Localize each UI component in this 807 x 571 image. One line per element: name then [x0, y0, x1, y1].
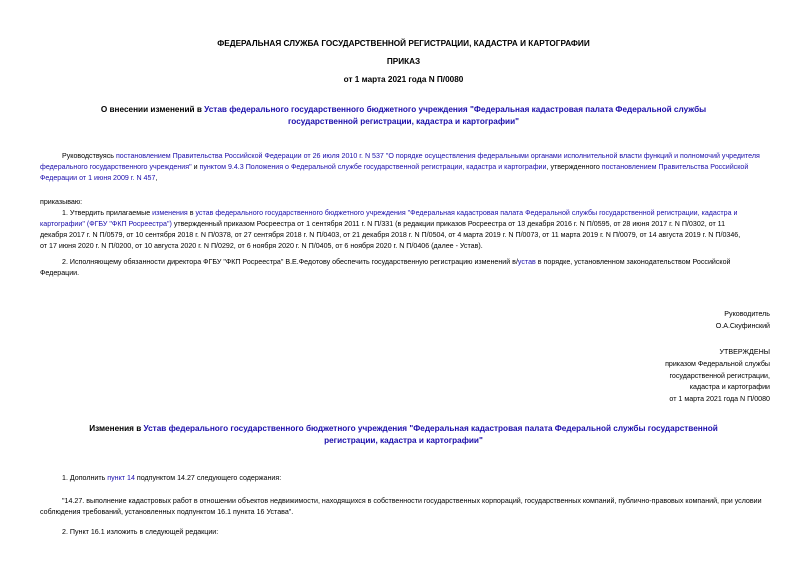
item1-line2: [40, 219, 725, 231]
charter-link-cont[interactable]: государственной регистрации, кадастра и картографии": [287, 116, 520, 126]
doc-date-number: от 1 марта 2021 года N П/0080: [343, 74, 464, 84]
item1-text: в: [187, 209, 196, 217]
decree-457-link[interactable]: постановлением Правительства Российской: [601, 163, 749, 171]
quote1-line1: "14.27. выполнение кадастровых работ в отношении объектов недвижимости, находящихся в собственности государственных корпораций, государственных компаний, публично-правовых компаний, при условии: [62, 497, 762, 505]
changes-charter-link-cont[interactable]: регистрации, кадастра и картографии": [324, 435, 483, 445]
doc-title-prefix: О внесении изменений в: [100, 104, 205, 114]
preamble-text: ,: [155, 174, 158, 182]
preamble-line3: [40, 173, 157, 185]
item2-text: 2. Исполняющему обязанности директора ФГБУ "ФКП Росреестра" В.Е.Федотову обеспечить государственную регистрацию изменений в/: [62, 258, 518, 266]
changes-title-line2: [18, 434, 789, 446]
approval-block: [665, 347, 770, 406]
changes-title-prefix: Изменения в: [89, 423, 144, 433]
decree-457-link-cont[interactable]: Федерации от 1 июня 2009 г. N 457: [40, 174, 156, 182]
approval-line2: приказом Федеральной службы: [665, 359, 770, 368]
change1-text: подпунктом 14.27 следующего содержания:: [134, 474, 282, 482]
signature-block: [716, 309, 770, 333]
agency-heading: ФЕДЕРАЛЬНАЯ СЛУЖБА ГОСУДАРСТВЕННОЙ РЕГИСТРАЦИИ, КАДАСТРА И КАРТОГРАФИИ: [217, 38, 590, 48]
preamble-text: Руководствуясь: [62, 152, 116, 160]
approval-line3: государственной регистрации,: [669, 371, 770, 380]
charter-fkp-link[interactable]: устав федерального государственного бюджетного учреждения "Федеральная кадастровая палата Федеральной службы государственной регистрации, кадастра и: [195, 209, 738, 217]
item1-text: 1. Утвердить прилагаемые: [62, 209, 153, 217]
signer-name: О.А.Скуфинский: [715, 321, 770, 330]
signer-role: Руководитель: [724, 310, 770, 318]
preamble-line1: [62, 151, 760, 163]
approval-line5: от 1 марта 2021 года N П/0080: [669, 395, 770, 404]
preamble-line2: [40, 162, 748, 174]
changes-link[interactable]: изменения: [152, 209, 188, 217]
approval-line4: кадастра и картографии: [689, 383, 770, 392]
change1-text: 1. Дополнить: [62, 474, 108, 482]
clause-14-link[interactable]: пункт 14: [107, 474, 135, 482]
charter-fkp-link-cont[interactable]: картографии" (ФГБУ "ФКП Росреестра"): [40, 220, 172, 228]
item1-line3: декабря 2017 г. N П/0579, от 10 сентября 2018 г. N П/0378, от 27 сентября 2018 г. N П/0403, от 21 декабря 2018 г. N П/0504, от 4 марта 2019 г. N П/0073, от 11 марта 2019 г. N П/0079, от 14 августа 2019 г. N П/0346,: [40, 231, 741, 239]
regulation-943-link[interactable]: пунктом 9.4.3 Положения о Федеральной службе государственной регистрации, кадастра и картографии: [199, 163, 547, 171]
decree-537-link-cont[interactable]: федерального государственного учреждения": [40, 163, 192, 171]
item2-line2: Федерации.: [40, 269, 80, 277]
quote1-line2: соблюдения требований, установленных подпунктом 16.1 пункта 16 Устава".: [40, 508, 294, 516]
doc-title-line2: [18, 116, 789, 127]
change1-line: [62, 473, 281, 485]
preamble-text: , утвержденного: [546, 163, 602, 171]
item1-text: утвержденный приказом Росреестра от 1 сентября 2011 г. N П/331 (в редакции приказов Росреестра от 13 декабря 2016 г. N П/0595, от 28 июня 2017 г. N П/0302, от 11: [171, 220, 726, 228]
item1-line4: от 17 июня 2020 г. N П/0200, от 10 августа 2020 г. N П/0292, от 6 ноября 2020 г. N П/0405, от 6 ноября 2020 г. N П/0406 (далее - Устав).: [40, 242, 483, 250]
doc-title-line1: [18, 104, 789, 115]
item2-text: в порядке, установленном законодательством Российской: [535, 258, 731, 266]
order-word: приказываю:: [40, 198, 83, 206]
decree-537-link[interactable]: постановлением Правительства Российской Федерации от 26 июля 2010 г. N 537 "О порядке осуществления федеральными органами исполнительной власти функций и полномочий учредителя: [115, 152, 760, 160]
changes-charter-link[interactable]: Устав федерального государственного бюджетного учреждения "Федеральная кадастровая палата Федеральной службы государственной: [143, 423, 718, 433]
charter-short-link[interactable]: устав: [517, 258, 536, 266]
item2-line1: [62, 257, 731, 269]
changes-title-line1: [18, 422, 789, 434]
preamble-text: и: [191, 163, 200, 171]
change2-line: 2. Пункт 16.1 изложить в следующей редакции:: [62, 528, 219, 536]
item1-line1: [62, 208, 738, 220]
approval-line1: УТВЕРЖДЕНЫ: [719, 348, 770, 356]
charter-link[interactable]: Устав федерального государственного бюджетного учреждения "Федеральная кадастровая палата Федеральной службы: [204, 104, 707, 114]
doc-type-heading: ПРИКАЗ: [386, 56, 421, 66]
